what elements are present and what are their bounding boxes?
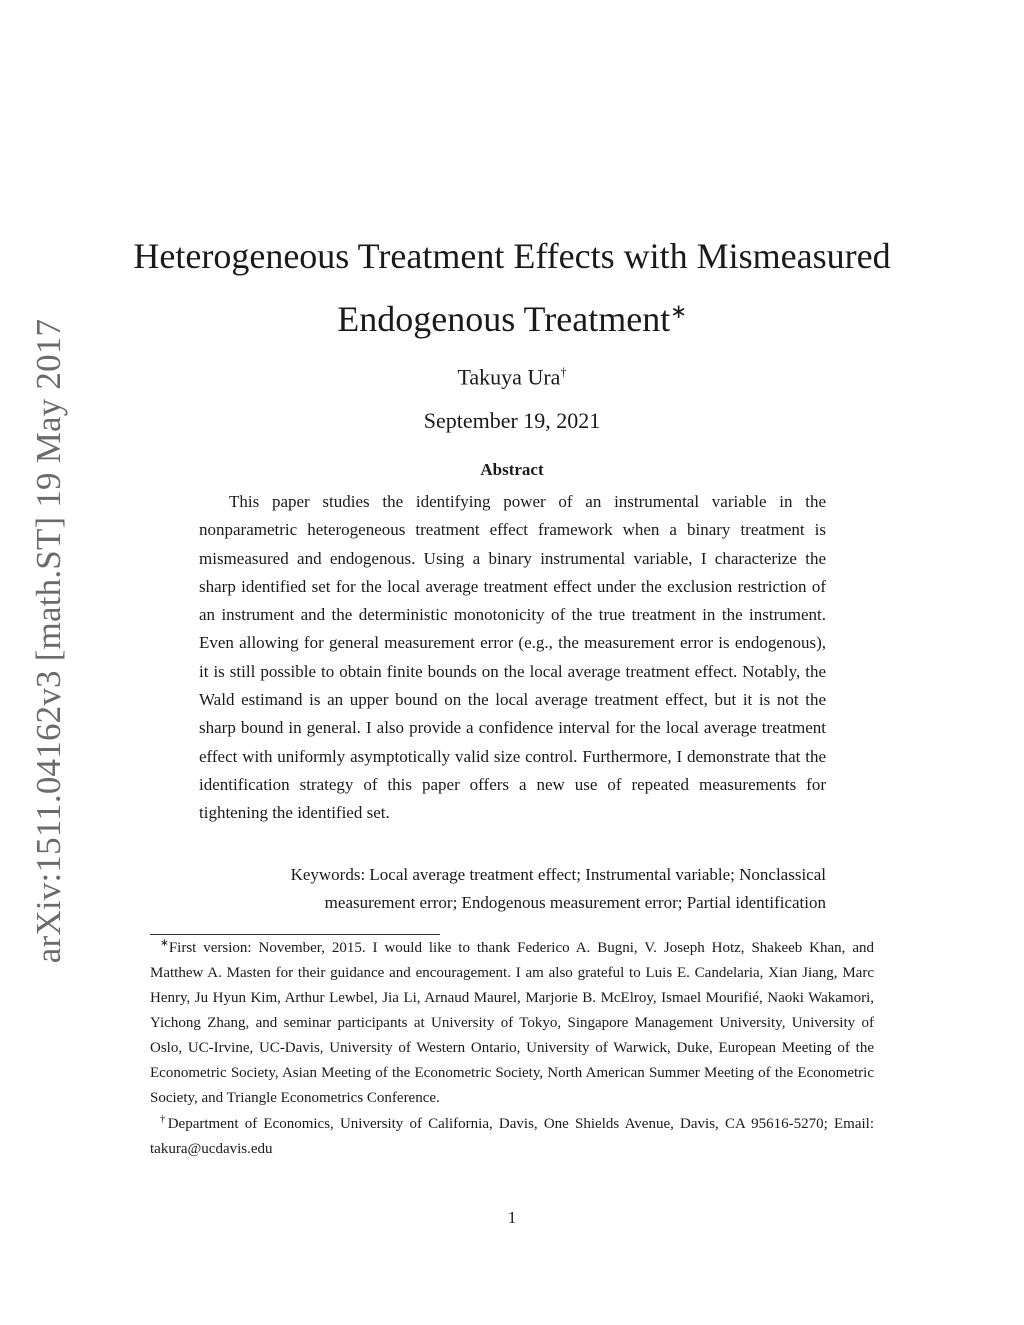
keywords-line-2: measurement error; Endogenous measurement error; Partial identification <box>324 893 826 912</box>
keywords-line-1: Keywords: Local average treatment effect; Instrumental variable; Nonclassical <box>290 865 826 884</box>
footnote-first-version <box>150 936 874 1111</box>
title-line-2-text: Endogenous Treatment <box>337 299 671 339</box>
author-text: Takuya Ura <box>457 364 561 390</box>
keywords <box>199 861 826 917</box>
title-line-2 <box>120 284 904 347</box>
footnotes <box>150 936 874 1162</box>
title-footnote-mark[interactable]: ∗ <box>670 301 687 323</box>
paper-date: September 19, 2021 <box>423 408 601 433</box>
paper-title <box>120 228 904 347</box>
abstract-heading: Abstract <box>480 460 544 479</box>
abstract-text: This paper studies the identifying power of an instrumental variable in the nonparametric heterogeneous treatment effect framework when a binary treatment is mismeasured and endogenous. Using a binary instrumental variable, I characterize the sharp identified set for the local average treatment effect under the exclusion restriction of an instrument and the deterministic monotonicity of the true treatment in the instrument. Even allowing for general measurement error (e.g., the measurement error is endogenous), it is still possible to obtain finite bounds on the local average treatment effect. Notably, the Wald estimand is an upper bound on the local average treatment effect, but it is not the sharp bound in general. I also provide a confidence interval for the local average treatment effect with uniformly asymptotically valid size control. Furthermore, I demonstrate that the identification strategy of this paper offers a new use of repeated measurements for tightening the identified set. <box>199 492 826 823</box>
footnote-mark: ∗ <box>160 938 169 949</box>
footnote-divider <box>150 934 440 935</box>
footnote-text: Department of Economics, University of California, Davis, One Shields Avenue, Davis, CA 95616-5270; Email: takura@ucdavis.edu <box>150 1116 875 1157</box>
footnote-mark: † <box>160 1114 168 1125</box>
footnote-text: First version: November, 2015. I would like to thank Federico A. Bugni, V. Joseph Hotz, Shakeeb Khan, and Matthew A. Masten for their guidance and encouragement. I am also grateful to Luis E. Candelaria, Xian Jiang, Marc Henry, Ju Hyun Kim, Arthur Lewbel, Jia Li, Arnaud Maurel, Marjorie B. McElroy, Ismael Mourifié, Naoki Wakamori, Yichong Zhang, and seminar participants at University of Tokyo, Singapore Management University, University of Oslo, UC-Irvine, UC-Davis, University of Western Ontario, University of Warwick, Duke, European Meeting of the Econometric Society, Asian Meeting of the Econometric Society, North American Summer Meeting of the Econometric Society, and Triangle Econometrics Conference. <box>150 940 874 1106</box>
title-line-1: Heterogeneous Treatment Effects with Mismeasured <box>133 236 891 276</box>
arxiv-identifier[interactable]: arXiv:1511.04162v3 [math.ST] 19 May 2017 <box>29 318 68 964</box>
footnote-affiliation <box>150 1112 874 1162</box>
author-footnote-mark[interactable]: † <box>560 365 567 379</box>
author-name <box>312 357 712 392</box>
page-number: 1 <box>507 1208 517 1227</box>
